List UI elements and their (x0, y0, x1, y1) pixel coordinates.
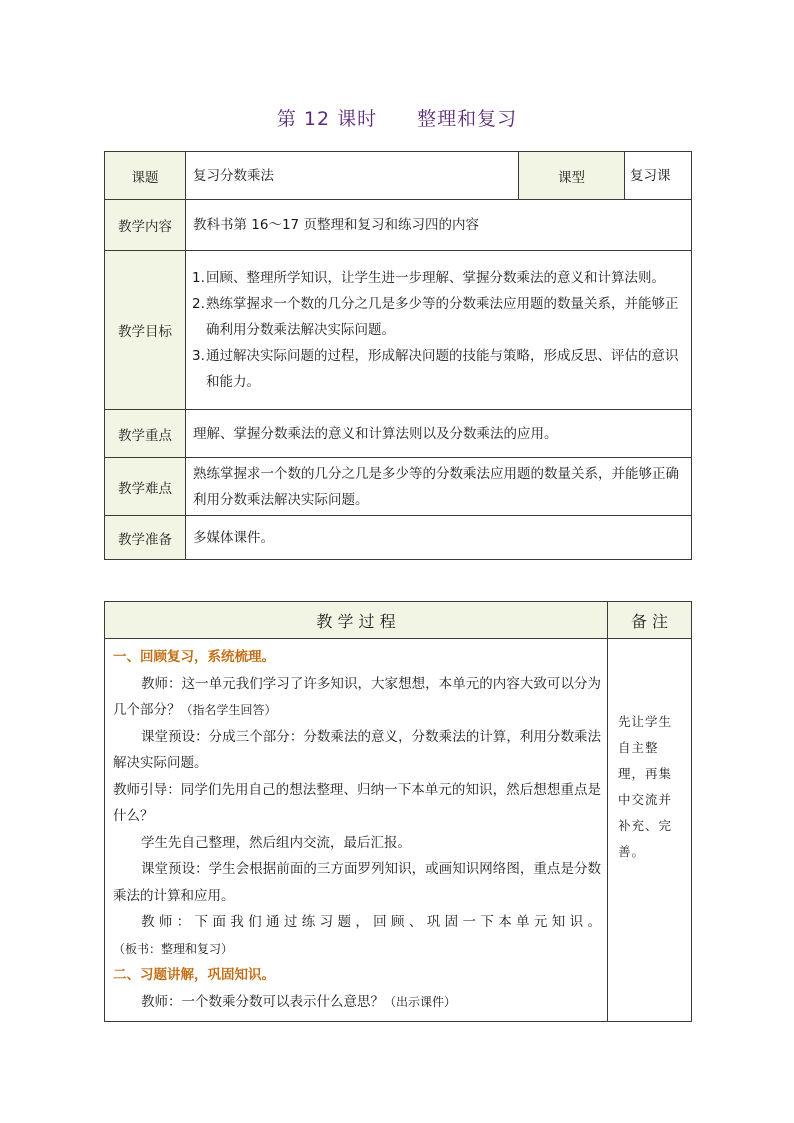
process-body-row (105, 639, 692, 1022)
content-value: 教科书第 16～17 页整理和复习和练习四的内容 (186, 200, 692, 251)
difficulty-value: 熟练掌握求一个数的几分之几是多少等的分数乘法应用题的数量关系，并能够正确利用分数乘法解决实际问题。 (186, 458, 692, 516)
goals-label: 教学目标 (105, 251, 186, 410)
lesson-info-table (104, 151, 692, 560)
difficulty-label: 教学难点 (105, 458, 186, 516)
lesson-number: 第 12 课时 (276, 108, 378, 130)
key-points-value: 理解、掌握分数乘法的意义和计算法则以及分数乘法的应用。 (186, 410, 692, 458)
process-paragraph: 教师：这一单元我们学习了许多知识，大家想想，本单元的内容大致可以分为几个部分？（指名学生回答） (113, 675, 601, 718)
section-heading-1: 一、回顾复习，系统梳理。 (113, 649, 275, 665)
type-label: 课型 (519, 152, 625, 200)
difficulty-row (105, 458, 692, 516)
preparation-label: 教学准备 (105, 516, 186, 560)
topic-label: 课题 (105, 152, 186, 200)
goal-item: 2.熟练掌握求一个数的几分之几是多少等的分数乘法应用题的数量关系，并能够正确利用分数乘法解决实际问题。 (192, 296, 679, 338)
page-title (0, 104, 794, 131)
process-paragraph: 学生先自己整理，然后组内交流，最后汇报。 (141, 834, 411, 851)
process-paragraph: 课堂预设：学生会根据前面的三方面罗列知识，或画知识网络图，重点是分数乘法的计算和应用。 (113, 861, 601, 904)
topic-row (105, 152, 692, 200)
content-row (105, 200, 692, 251)
teaching-process-table (104, 601, 692, 1022)
section-heading-2: 二、习题讲解，巩固知识。 (113, 967, 275, 983)
process-header: 教 学 过 程 (105, 602, 608, 639)
preparation-row (105, 516, 692, 560)
goal-item: 3.通过解决实际问题的过程，形成解决问题的技能与策略，形成反思、评估的意识和能力。 (192, 348, 679, 390)
remark-content: 先让学生自主整理，再集中交流并补充、完善。 (608, 639, 692, 1022)
type-value: 复习课 (625, 152, 692, 200)
key-points-row (105, 410, 692, 458)
lesson-topic: 整理和复习 (417, 108, 518, 130)
process-paragraph: 教师：下面我们通过练习题，回顾、巩固一下本单元知识。（板书：整理和复习） (113, 914, 601, 956)
process-paragraph: 课堂预设：分成三个部分：分数乘法的意义，分数乘法的计算，利用分数乘法解决实际问题。 (113, 728, 601, 771)
process-content (105, 639, 608, 1022)
topic-value: 复习分数乘法 (186, 152, 519, 200)
goals-row (105, 251, 692, 410)
process-header-row (105, 602, 692, 639)
preparation-value: 多媒体课件。 (186, 516, 692, 560)
process-paragraph: 教师引导：同学们先用自己的想法整理、归纳一下本单元的知识，然后想想重点是什么？ (113, 781, 601, 824)
goal-item: 1.回顾、整理所学知识，让学生进一步理解、掌握分数乘法的意义和计算法则。 (192, 270, 665, 286)
remark-header: 备 注 (608, 602, 692, 639)
content-label: 教学内容 (105, 200, 186, 251)
key-points-label: 教学重点 (105, 410, 186, 458)
process-paragraph: 教师：一个数乘分数可以表示什么意思？（出示课件） (141, 993, 457, 1010)
goals-cell (186, 251, 692, 410)
goals-list (186, 261, 691, 399)
